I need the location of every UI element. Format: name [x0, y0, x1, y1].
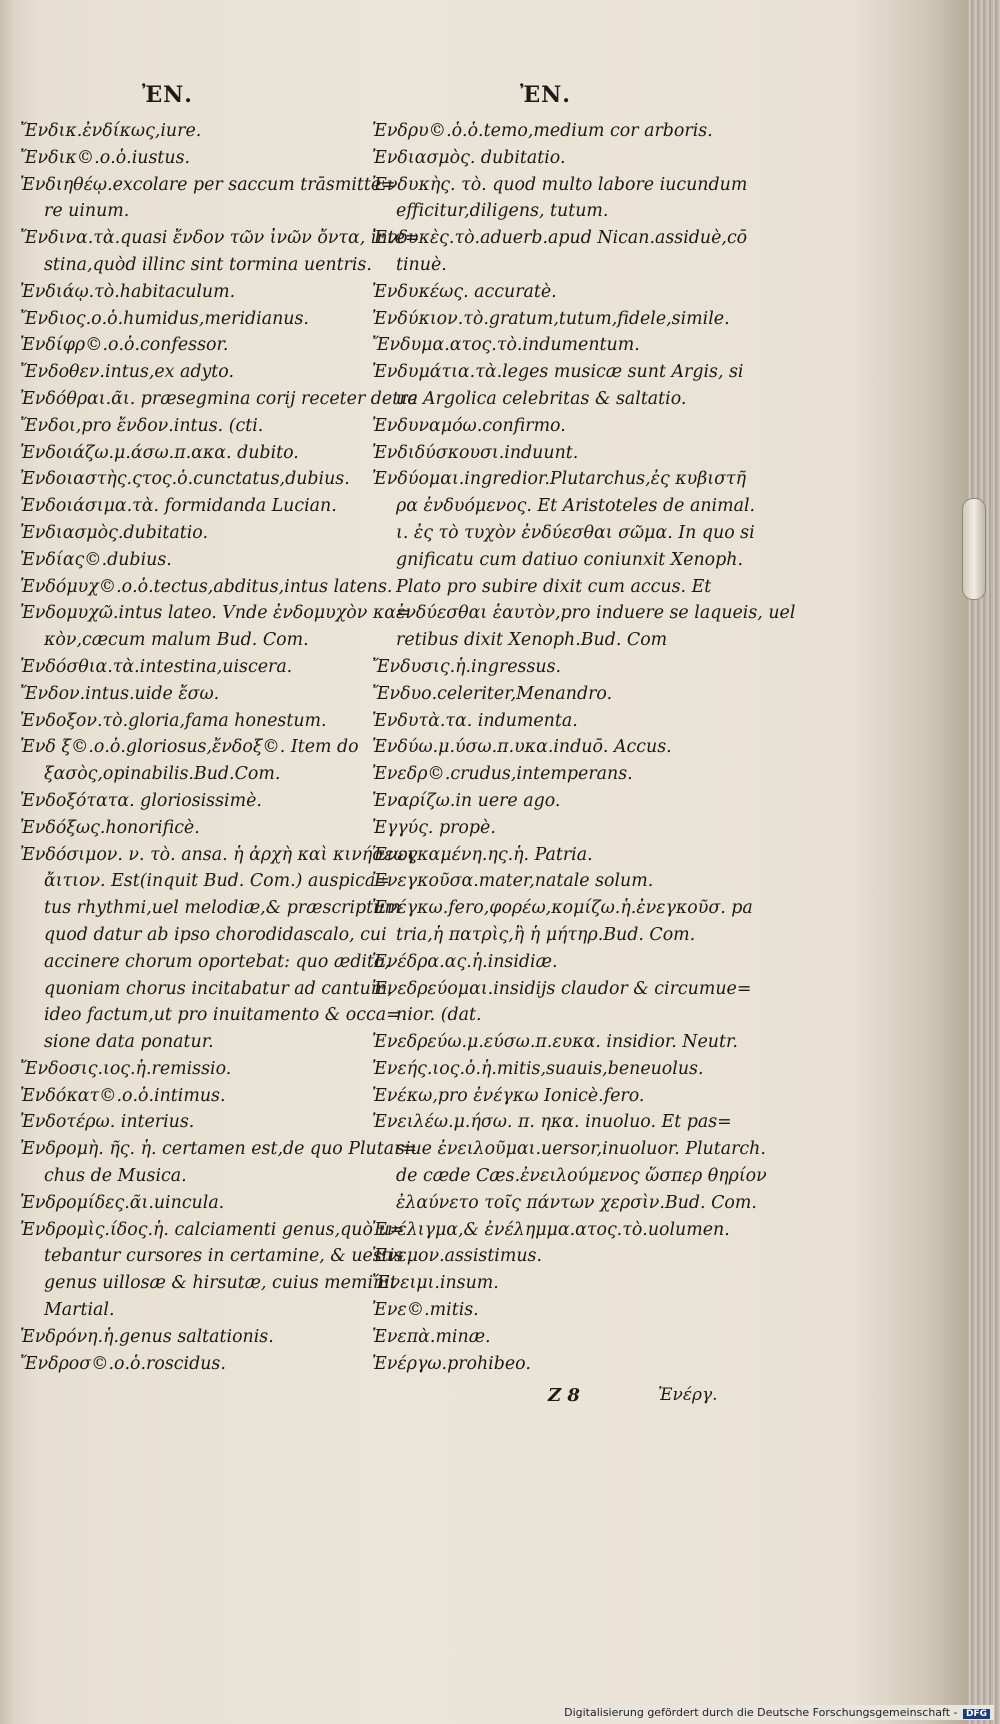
entry-line: Ἐνδόκατ©.ο.ὁ.intimus.: [20, 1085, 226, 1106]
entry-line: Ἔνδιος.ο.ὁ.humidus,meridianus.: [20, 308, 309, 329]
entry-line: Ἐνδιασμὸς. dubitatio.: [372, 147, 566, 168]
entry-line: Plato pro subire dixit cum accus. Et: [396, 576, 712, 597]
entry-line: Ἐνδοιαστὴς.ςτος.ὁ.cunctatus,dubius.: [20, 469, 350, 490]
entry-line: efficitur,diligens, tutum.: [396, 201, 609, 222]
entry-line: Ἐνέκω,pro ἐνέγκω Ionicè.fero.: [372, 1085, 645, 1106]
entry-line: Ἐνδοιάζω.μ.άσω.π.ακα. dubito.: [20, 442, 299, 463]
entry-line: tria,ἡ πατρὶς,ἢ ἡ μήτηρ.Bud. Com.: [396, 924, 696, 945]
entry-line: Ἐνδυκὴς. τὸ. quod multo labore iucundum: [372, 174, 748, 195]
entry-line: Ἐνδίας©.dubius.: [20, 549, 172, 570]
entry-line: Ἐνεγκοῦσα.mater,natale solum.: [372, 871, 654, 892]
digitization-credit: [560, 1705, 994, 1720]
entry-line: ue Argolica celebritas & saltatio.: [396, 388, 687, 409]
catchword: Ἐνέργ.: [658, 1385, 718, 1405]
entry-line: Ἐνδιηθέῳ.excolare per saccum trāsmitte=: [20, 174, 396, 195]
entry-line: siue ἐνειλοῦμαι.uersor,inuoluor. Plutarch.: [396, 1139, 766, 1160]
entry-line: Ἐνειλέω.μ.ήσω. π. ηκα. inuoluo. Et pas=: [372, 1112, 732, 1133]
entry-line: re uinum.: [44, 201, 130, 222]
entry-line: Ἐνδόσιμον. ν. τὸ. ansa. ἡ ἀρχὴ καὶ κινήσεως: [20, 844, 418, 865]
left-column: [20, 118, 420, 1377]
entry-line: Ἐνδυτὰ.τα. indumenta.: [372, 710, 578, 731]
entry-line: Ἐνέργω.prohibeo.: [372, 1353, 531, 1374]
entry-line: sione data ponatur.: [44, 1032, 214, 1053]
entry-line: tus rhythmi,uel melodiæ,& præscriptum: [44, 898, 401, 919]
entry-line: Ἐνεδρεύομαι.insidijs claudor & circumue=: [372, 978, 752, 999]
entry-line: ἐνδύεσθαι ἑαυτὸν,pro induere se laqueis, uel: [396, 603, 796, 624]
entry-line: Ἐνδοξον.τὸ.gloria,fama honestum.: [20, 710, 327, 731]
entry-line: Ἐνδύω.μ.ύσω.π.υκα.induō. Accus.: [372, 737, 672, 758]
entry-line: Ἐνδομυχῶ.intus lateo. Vnde ἐνδομυχὸν κα=: [20, 603, 411, 624]
entry-line: ἐλαύνετο τοῖς πάντων χερσὶν.Bud. Com.: [396, 1192, 757, 1213]
entry-line: Ἐνδόξως.honorificè.: [20, 817, 200, 838]
entry-line: Ἔνδοθεν.intus,ex adyto.: [20, 362, 234, 383]
entry-line: retibus dixit Xenoph.Bud. Com: [396, 630, 668, 651]
entry-line: tinuè.: [396, 254, 447, 275]
entry-line: Ἔνδικ.ἐνδίκως,iure.: [20, 121, 202, 141]
entry-line: Ἐνεγκαμένη.ης.ἡ. Patria.: [372, 844, 593, 865]
page-edge: [968, 0, 1000, 1724]
entry-line: Ἔνδοι,pro ἔνδον.intus. (cti.: [20, 415, 264, 436]
entry-line: Ἐνδόθραι.ᾶι. præsegmina corij receter detra: [20, 388, 418, 409]
entry-line: Ἐνδρομὶς.ίδος.ἡ. calciamenti genus,quò u=: [20, 1219, 405, 1240]
entry-line: Ἔνδυσις.ἡ.ingressus.: [372, 656, 562, 677]
entry-line: Ἐνεής.ιος.ὁ.ἡ.mitis,suauis,beneuolus.: [372, 1058, 704, 1079]
entry-line: Ἐνδοτέρω. interius.: [20, 1112, 195, 1133]
entry-line: ρα ἐνδυόμενος. Et Aristoteles de animal.: [396, 496, 756, 517]
entry-line: quoniam chorus incitabatur ad cantum,: [44, 978, 393, 999]
entry-line: Ἐνδρόνη.ἡ.genus saltationis.: [20, 1326, 274, 1347]
entry-line: Ἔνδυο.celeriter,Menandro.: [372, 683, 613, 704]
gutter-shadow: [0, 0, 14, 1724]
entry-line: Ἐνδυμάτια.τὰ.leges musicæ sunt Argis, si: [372, 362, 744, 383]
entry-line: Ἐνδόσθια.τὰ.intestina,uiscera.: [20, 656, 293, 677]
entry-line: nior. (dat.: [396, 1005, 482, 1026]
entry-line: Ἐνδυναμόω.confirmo.: [372, 415, 566, 436]
entry-line: accinere chorum oportebat: quo ædito,: [44, 951, 390, 972]
entry-line: Ἐνεδρεύω.μ.εύσω.π.ευκα. insidior. Neutr.: [372, 1032, 738, 1053]
entry-line: Ἐνέδρα.ας.ἡ.insidiæ.: [372, 951, 558, 972]
entry-line: Ἐνδύομαι.ingredior.Plutarchus,ἐς κυβιστῆ: [372, 469, 746, 490]
entry-line: Ἐνδρυ©.ὁ.ὁ.temo,medium cor arboris.: [372, 121, 713, 141]
entry-line: ideo factum,ut pro inuitamento & occa=: [44, 1005, 401, 1026]
entry-line: Ἐνδόμυχ©.ο.ὁ.tectus,abditus,intus latens.: [20, 576, 393, 597]
entry-line: gnificatu cum datiuo coniunxit Xenoph.: [396, 549, 743, 570]
entry-line: Ἐνεδρ©.crudus,intemperans.: [372, 764, 633, 785]
entry-line: Ἐνδύκιον.τὸ.gratum,tutum,fidele,simile.: [372, 308, 730, 329]
entry-line: Martial.: [44, 1300, 115, 1321]
entry-line: Ἐνδίφρ©.ο.ὁ.confessor.: [20, 335, 229, 356]
entry-line: Ἐνδρομὴ. ῆς. ἡ. certamen est,de quo Plutar=: [20, 1139, 417, 1160]
entry-line: κὸν,cæcum malum Bud. Com.: [44, 630, 309, 651]
entry-line: tebantur cursores in certamine, & uestis: [44, 1246, 404, 1267]
entry-line: Ἐνέγκω.fero,φορέω,κομίζω.ἡ.ἐνεγκοῦσ. pa: [372, 898, 753, 919]
entry-line: chus de Musica.: [44, 1166, 187, 1187]
entry-line: Ἐνεμον.assistimus.: [372, 1246, 543, 1267]
entry-line: ἄιτιον. Est(inquit Bud. Com.) auspica=: [44, 871, 390, 892]
credit-text: Digitalisierung gefördert durch die Deutsche Forschungsgemeinschaft -: [564, 1706, 958, 1719]
right-column: [372, 118, 796, 1377]
entry-line: Ἐνδιασμὸς.dubitatio.: [20, 522, 208, 543]
entry-line: Ἐνέλιγμα,& ἐνέλημμα.ατος.τὸ.uolumen.: [372, 1219, 730, 1240]
entry-line: Ἔνειμι.insum.: [372, 1273, 499, 1294]
entry-line: Ἐναρίζω.in uere ago.: [372, 790, 561, 811]
entry-line: Ἔνδυμα.ατος.τὸ.indumentum.: [372, 335, 640, 356]
entry-line: Ἐνδ ξ©.ο.ὁ.gloriosus,ἔνδοξ©. Item do: [20, 737, 359, 758]
entry-line: Ἔνδικ©.ο.ὁ.iustus.: [20, 147, 191, 168]
dfg-logo: DFG: [963, 1709, 990, 1719]
entry-line: de cæde Cæs.ἐνειλούμενος ὥσπερ θηρίον: [396, 1166, 767, 1187]
entry-line: Ἐνδοιάσιμα.τὰ. formidanda Lucian.: [20, 496, 337, 517]
entry-line: Ἐνδυκὲς.τὸ.aduerb.apud Nican.assiduè,cō: [372, 228, 748, 249]
entry-line: Ἔνδροσ©.ο.ὁ.roscidus.: [20, 1353, 226, 1374]
entry-line: Ἔνδον.intus.uide ἔσω.: [20, 683, 220, 704]
entry-line: stina,quòd illinc sint tormina uentris.: [44, 254, 372, 275]
entry-line: Ἔνδινα.τὰ.quasi ἔνδον τῶν ἰνῶν ὄντα, inte=: [20, 228, 420, 249]
entry-line: Ἐνε©.mitis.: [372, 1300, 479, 1321]
running-head-right: ἘΝ.: [520, 82, 571, 108]
entry-line: Ἔνδοσις.ιος.ἡ.remissio.: [20, 1058, 232, 1079]
entry-line: Ἐνδιδύσκουσι.induunt.: [372, 442, 579, 463]
entry-line: ξασὸς,opinabilis.Bud.Com.: [44, 764, 281, 785]
entry-line: genus uillosæ & hirsutæ, cuius meminit: [44, 1273, 397, 1294]
entry-line: Ἐνδοξότατα. gloriosissimè.: [20, 790, 262, 811]
entry-line: Ἐνδρομίδες.ᾶι.uincula.: [20, 1192, 225, 1213]
entry-line: Ἐνδιάῳ.τὸ.habitaculum.: [20, 281, 236, 302]
entry-line: Ἐγγύς. propè.: [372, 817, 496, 838]
signature-mark: Z 8: [548, 1385, 580, 1406]
entry-line: Ἐνεπὰ.minæ.: [372, 1326, 491, 1347]
entry-line: quod datur ab ipso chorodidascalo, cui: [44, 924, 387, 945]
entry-line: ι. ἐς τὸ τυχὸν ἐνδύεσθαι σῶμα. In quo si: [396, 522, 755, 543]
running-head-left: ἘΝ.: [142, 82, 193, 108]
entry-line: Ἐνδυκέως. accuratè.: [372, 281, 557, 302]
book-clip: [962, 498, 986, 600]
